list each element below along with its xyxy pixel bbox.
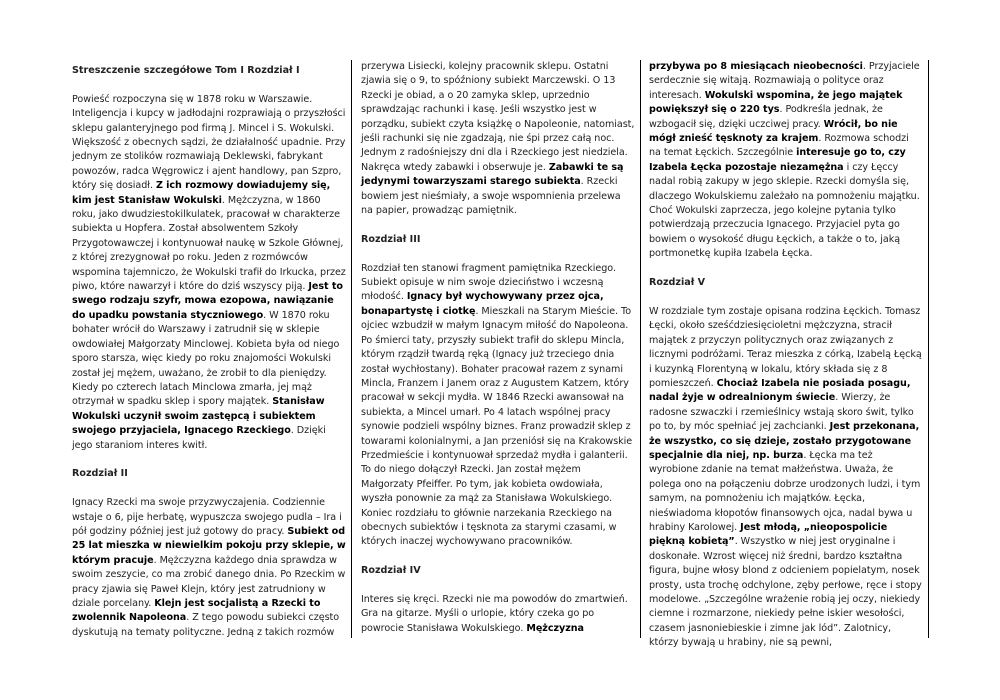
bold-text: Chociaż Izabela nie posiada posagu, nadal żyje w odrealnionym świecie (649, 377, 911, 404)
paragraph (361, 262, 635, 550)
bold-text: Mężczyzna (526, 622, 584, 634)
text-run: . Wierzy, że radosne szwaczki i rzemieślnicy wstają skoro świt, tylko po to, by móc spełniać jej zachcianki. (649, 392, 914, 433)
text-run: . Wszystko w niej jest oryginalne i doskonałe. Wzrost więcej niż średni, bardzo kształtna figura, bujne włosy blond z odcieniem popielatym, nosek prosty, usta trochę odchylone, zęby perłowe, ręce i stopy modelowe. „Szczególne wrażenie robią jej oczy, niekiedy ciemne i rozmarzone, niekiedy pełne iskier wesołości, czasem jasnoniebieskie i zimne jak lód”. Zalotnicy, którzy bywają u hrabiny, nie są pewni, (649, 536, 922, 649)
bold-text: Ignacy był wychowywany przez ojca, bonapartystę i ciotkę (361, 291, 604, 317)
text-run: Rozdział ten stanowi fragment pamiętnika Rzeckiego. Subiekt opisuje w nim swoje dzieciństwo i wczesną młodość. (361, 262, 616, 303)
bold-text: Stanisław Wokulski uczynił swoim zastępcą i subiektem swojego przyjaciela, Ignacego Rzeckiego (72, 396, 325, 437)
column-divider (640, 60, 641, 638)
text-column-3 (649, 60, 923, 649)
section-heading (361, 233, 635, 247)
section-heading (72, 64, 346, 78)
paragraph-spacer (72, 453, 346, 467)
text-column-1 (72, 60, 346, 638)
section-heading (72, 467, 346, 481)
column-divider (351, 60, 352, 638)
text-run: Rozdział II (72, 468, 128, 480)
text-run: . Z tego powodu subiekci często dyskutują na tematy polityczne. Jedną z takich rozmów (72, 612, 340, 638)
text-run: . Rozmowa schodzi na temat Łęckich. Szczególnie (649, 133, 909, 159)
paragraph (72, 93, 346, 453)
text-run: przerywa Lisiecki, kolejny pracownik sklepu. Ostatni zjawia się o 9, to spóźniony subiekt Marczewski. O 13 Rzecki je obiad, a o 20 zamyka sklep, uprzednio sprawdzając rachunki i kasę. Jeśli wszystko jest w porządku, subiekt czyta książkę o Napoleonie, natomiast, jeśli rachunki się nie zgadzają, nie śpi przez całą noc. Jednym z radośniejszy dni dla i Rzeckiego jest niedziela. Nakręca wtedy zabawki i obserwuje je. (361, 61, 635, 173)
paragraph (649, 305, 923, 651)
text-run: Rozdział III (361, 233, 421, 245)
bold-text: Jest przekonana, że wszystko, co się dzieje, zostało przygotowane specjalnie dla niej, np. burza (649, 421, 920, 461)
bold-text: Klejn jest socjalistą a Rzecki to zwolennik Napoleona (72, 597, 321, 624)
bold-text: przybywa po 8 miesiącach nieobecności (649, 61, 863, 72)
paragraph (649, 60, 923, 262)
section-heading (649, 276, 923, 290)
text-run: . Łęcka ma też wyrobione zdanie na temat małżeństwa. Uważa, że polega ono na połączeniu dobrze urodzonych ludzi, i tym samym, na pomnożeniu ich majątków. Łęcka, nieświadoma kłopotów finansowych ojca, nadal bywa u hrabiny Karolowej. (649, 449, 921, 533)
text-column-2 (361, 60, 635, 638)
text-run: Ignacy Rzecki ma swoje przyzwyczajenia. Codziennie wstaje o 6, pije herbatę, wypuszcza swojego pudla – Ira i pół godziny później jest już gotowy do pracy. (72, 497, 342, 537)
bold-text: Jest młodą, „nieopospolicie piękną kobietą” (649, 521, 888, 548)
text-run: i czy Łęccy nadal robią zakupy w jego sklepie. Rzecki domyśla się, dlaczego Wokulskiemu zależało na pomnożeniu majątku. Choć Wokulski zaprzecza, jego kolejne pytania tylko potwierdzają przeczucia Ignacego. Przyjaciel pyta go bowiem o wysokość długu Łęckich, a także o to, jaką portmonetkę kupiła Izabela Łęcka. (649, 161, 920, 260)
column-divider (928, 60, 929, 638)
paragraph-spacer (361, 218, 635, 232)
section-heading (361, 564, 635, 578)
text-run: . Mężczyzna każdego dnia sprawdza w swoim zeszycie, co ma zrobić danego dnia. Po Rzeckim w pracy zjawia się Paweł Klejn, który jest zatrudniony w dziale porcelany. (72, 554, 346, 609)
text-run: . Mieszkali na Starym Mieście. To ojciec wzbudził w małym Ignacym miłość do Napoleona. Po śmierci taty, przyszły subiekt trafił do sklepu Mincla, którym rządził twardą ręką (Ignacy już trzeciego dnia został wychłostany). Bohater pracował razem z synami Mincla, Franzem i Janem oraz z Augustem Katzem, który pracował w sekcji mydła. W 1846 Rzecki awansował na subiekta, a Mincel umarł. Po 4 latach wspólnej pracy synowie podzieli wspólny biznes. Franz prowadził sklep z towarami kolonialnymi, a Jan przeniósł się na Krakowskie Przedmieście i kontynuował sprzedaż mydła i galanterii. To do niego dołączył Rzecki. Jan został mężem Małgorzaty Pfeiffer. Po tym, jak kobieta owdowiała, wyszła ponownie za mąż za Stanisława Wokulskiego. Koniec rozdziału to głównie narzekania Rzeckiego na obecnych subiektów i tęsknota za starymi czasami, w których inaczej wychowywano pracowników. (361, 305, 633, 548)
paragraph-spacer (361, 579, 635, 593)
bold-text: interesuje go to, czy Izabela Łęcka pozostaje niezamężna (649, 147, 906, 173)
text-run: W rozdziale tym zostaje opisana rodzina Łęckich. Tomasz Łęcki, około sześćdziesięcioletni mężczyzna, stracił majątek z przyczyn politycznych oraz związanych z licznymi podróżami. Teraz mieszka z córką, Izabelą Łęcką i kuzynką Florentyną w lokalu, który składa się z 8 pomieszczeń. (649, 305, 922, 389)
bold-text: Z ich rozmowy dowiadujemy się, kim jest Stanisław Wokulski (72, 180, 331, 206)
text-run: . W 1870 roku bohater wrócił do Warszawy i zatrudnił się w sklepie owdowiałej Małgorzaty Minclowej. Kobieta była od niego sporo starsza, więc kiedy po roku znajomości Wokulski został jej mężem, uważano, że zrobił to dla pieniędzy. Kiedy po czterech latach Minclowa zmarła, jej mąż otrzymał w spadku sklep i spory majątek. (72, 309, 340, 408)
paragraph (361, 60, 635, 218)
paragraph-spacer (361, 550, 635, 564)
text-run: . Przyjaciele serdecznie się witają. Rozmawiają o polityce oraz interesach. (649, 61, 920, 101)
bold-text: Jest to swego rodzaju szyfr, mowa ezopowa, nawiązanie do upadku powstania styczniowego (72, 281, 343, 321)
bold-text: Wrócił, bo nie mógł znieść tęsknoty za krajem (649, 118, 898, 145)
paragraph-spacer (72, 482, 346, 496)
bold-text: Subiekt od 25 lat mieszka w niewielkim pokoju przy sklepie, w którym pracuje (72, 525, 346, 566)
text-run: Streszczenie szczegółowe Tom I Rozdział I (72, 65, 300, 76)
paragraph (72, 496, 346, 640)
paragraph-spacer (361, 247, 635, 261)
paragraph-spacer (72, 78, 346, 92)
bold-text: Wokulski wspomina, że jego majątek powiększył się o 220 tys (649, 89, 903, 116)
text-run: Powieść rozpoczyna się w 1878 roku w Warszawie. Inteligencja i kupcy w jadłodajni rozprawiają o przyszłości sklepu galanteryjnego pod firmą J. Mincel i S. Wokulski. Większość z obecnych sądzi, że działalność upadnie. Przy jednym ze stolików rozmawiają Deklewski, fabrykant powozów, radca Węgrowicz i ajent handlowy, pan Szpro, który się dosiadł. (72, 93, 346, 192)
text-run: Interes się kręci. Rzecki nie ma powodów do zmartwień. Gra na gitarze. Myśli o urlopie, który czeka go po powrocie Stanisława Wokulskiego. (361, 593, 628, 634)
bold-text: Zabawki te są jedynymi towarzyszami starego subiekta (361, 161, 624, 188)
text-run: . Podkreśla jednak, że wzbogacił się, dzięki uczciwej pracy. (649, 104, 883, 130)
paragraph (361, 593, 635, 636)
text-run: Rozdział V (649, 277, 706, 289)
paragraph-spacer (649, 290, 923, 304)
paragraph-spacer (649, 262, 923, 276)
text-run: . Dzięki jego staraniom interes kwitł. (72, 425, 326, 451)
text-run: . Rzecki bowiem jest nieśmiały, a swoje wspomnienia przelewa na papier, prowadząc pamiętnik. (361, 176, 621, 217)
text-run: . Mężczyzna, w 1860 roku, jako dwudziestokilkulatek, pracował w charakterze subiekta u Hopfera. Został absolwentem Szkoły Przygotowawczej i kontynuował naukę w Szkole Głównej, z której zrezygnował po roku. Jeden z rozmówców wspomina tajemniczo, że Wokulski trafił do Irkucka, przez piwo, które nawarzył i które do dziś wszyscy piją. (72, 194, 346, 293)
text-run: Rozdział IV (361, 565, 421, 577)
